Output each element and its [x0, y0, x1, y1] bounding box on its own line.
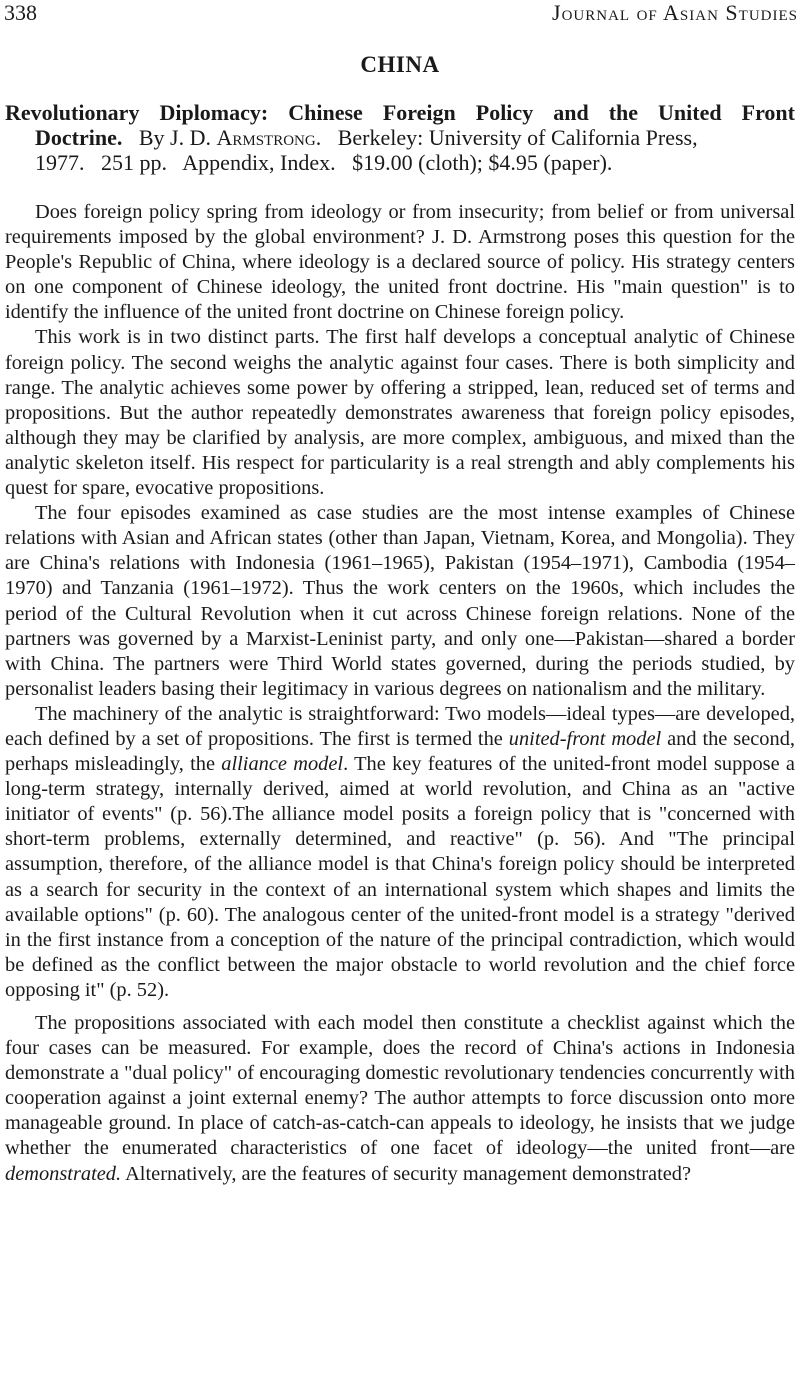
- paragraph-1: Does foreign policy spring from ideology or from insecurity; from belief or from universal requirements imposed by the global environment? J. D. Armstrong poses this question for the People's Republic of China, where ideology is a declared source of policy. His strategy centers on one component of Chinese ideology, the united front doctrine. His "main question" is to identify the influence of the united front doctrine on Chinese foreign policy.: [5, 201, 795, 324]
- book-citation: [5, 100, 795, 175]
- alliance-model-term: alliance model: [221, 753, 344, 776]
- paragraph-5-part-a: The propositions associated with each model then constitute a checklist against which the four cases can be measured. For example, does the record of China's actions in Indonesia demonstrate a "dual policy" of encouraging domestic revolutionary tendencies concurrently with cooperation against a joint external enemy? The author attempts to force discussion onto more manageable ground. In place of catch-as-catch-can appeals to ideology, he insists that we judge whether the enumerated characteristics of one facet of ideology—the united front—are: [5, 1012, 795, 1160]
- paragraph-3: The four episodes examined as case studies are the most intense examples of Chinese relations with Asian and African states (other than Japan, Vietnam, Korea, and Mongolia). They are China's relations with Indonesia (1961–1965), Pakistan (1954–1971), Cambodia (1954–1970) and Tanzania (1961–1972). Thus the work centers on the 1960s, which includes the period of the Cultural Revolution when it cut across Chinese foreign relations. None of the partners was governed by a Marxist-Leninist party, and only one—Pakistan—shared a border with China. The partners were Third World states governed, during the periods studied, by personalist leaders basing their legitimacy in various degrees on nationalism and the military.: [5, 502, 795, 700]
- section-title: CHINA: [360, 52, 440, 77]
- page-header: [4, 0, 798, 26]
- paragraph-4-part-b: and the second, perhaps misleadingly, the: [5, 727, 795, 776]
- page-number: 338: [4, 0, 37, 25]
- demonstrated-term: demonstrated.: [5, 1162, 122, 1185]
- citation-details: 1977. 251 pp. Appendix, Index. $19.00 (cloth); $4.95 (paper).: [35, 150, 613, 175]
- paragraph-5: [5, 1011, 795, 1187]
- paragraph-4: [5, 702, 795, 1003]
- book-title-line: Revolutionary Diplomacy: Chinese Foreign Policy and the United Front: [5, 100, 795, 125]
- paragraph-4-part-a: The machinery of the analytic is straightforward: Two models—ideal types—are developed, each defined by a set of propositions. The first is termed the: [5, 702, 795, 750]
- paragraph-4-part-c: . The key features of the united-front model suppose a long-term strategy, internally derived, aimed at world revolution, and China as an "active initiator of events" (p. 56).The alliance model posits a foreign policy that is "concerned with short-term problems, externally determined, and reactive" (p. 56). And "The principal assumption, therefore, of the alliance model is that China's foreign policy should be interpreted as a search for security in the context of an international system which shapes and limits the available options" (p. 60). The analogous center of the united-front model is a strategy "derived in the first instance from a conception of the nature of the principal contradiction, which would be defined as the conflict between the major obstacle to world revolution and the chief force opposing it" (p. 52).: [5, 753, 795, 1001]
- review-body: [5, 200, 795, 1187]
- united-front-model-term: united-front model: [508, 727, 662, 750]
- paragraph-2: This work is in two distinct parts. The first half develops a conceptual analytic of Chinese foreign policy. The second weighs the analytic against four cases. There is both simplicity and range. The analytic achieves some power by offering a stripped, lean, reduced set of terms and propositions. But the author repeatedly demonstrates awareness that foreign policy episodes, although they may be clarified by analysis, are more complex, ambiguous, and mixed than the analytic skeleton itself. His respect for particularity is a real strength and ably complements his quest for spare, evocative propositions.: [5, 326, 795, 500]
- running-head: Journal of Asian Studies: [552, 0, 798, 25]
- citation-author-line: Doctrine. By J. D. Armstrong. Berkeley: University of California Press,: [35, 125, 698, 150]
- citation-author-surname: Armstrong: [216, 125, 316, 150]
- book-title-end: Doctrine.: [35, 125, 123, 150]
- citation-by: By J. D.: [138, 125, 211, 150]
- paragraph-5-part-b: Alternatively, are the features of security management demonstrated?: [121, 1162, 692, 1185]
- citation-publisher: Berkeley: University of California Press,: [337, 125, 698, 150]
